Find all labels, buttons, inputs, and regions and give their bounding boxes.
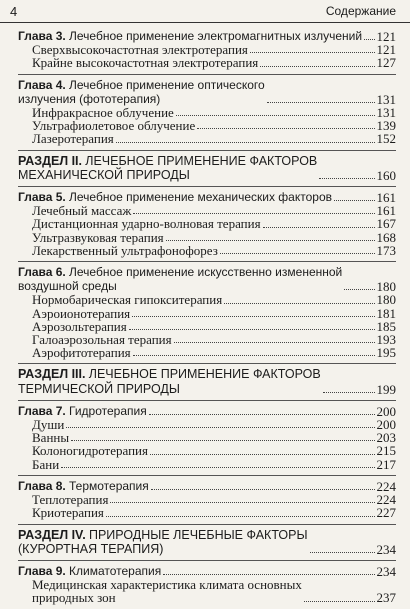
toc-entry-label: Глава 8. bbox=[18, 478, 66, 493]
toc-entry-text: Крайне высокочастотная электротерапия bbox=[32, 55, 259, 71]
toc-page-number: 168 bbox=[376, 229, 396, 245]
toc-entry-text: Лечебное применение искусственно измененной воздушной среды bbox=[18, 265, 343, 294]
toc-entry-text: Лечебное применение электромагнитных излучений bbox=[69, 29, 363, 43]
toc-page-number: 185 bbox=[376, 318, 396, 334]
page-number: 4 bbox=[10, 4, 18, 19]
toc-entry-text: Души bbox=[32, 417, 65, 433]
dot-leader bbox=[106, 516, 375, 517]
toc-entry-title bbox=[18, 367, 321, 395]
toc-entry-text: Бани bbox=[32, 456, 60, 472]
toc-entry-text: Аэрофитотерапия bbox=[32, 345, 131, 361]
toc-subentry bbox=[18, 244, 396, 257]
dot-leader bbox=[260, 66, 374, 67]
toc-chapter-heading bbox=[18, 29, 396, 43]
toc-subentry bbox=[18, 444, 396, 457]
dot-leader bbox=[224, 303, 374, 304]
toc-entry-text: Гидротерапия bbox=[69, 403, 147, 418]
toc-entry-title bbox=[18, 564, 161, 578]
toc-page-number: 181 bbox=[376, 305, 396, 321]
dot-leader bbox=[319, 178, 374, 179]
toc-entry-title bbox=[32, 346, 131, 359]
toc-page-number: 224 bbox=[376, 478, 396, 494]
toc-entry-text: Лекарственный ультрафонофорез bbox=[32, 242, 218, 258]
toc-page-number: 195 bbox=[376, 345, 396, 361]
toc-entry-text: Галоаэрозольная терапия bbox=[32, 332, 172, 348]
dot-leader bbox=[304, 601, 375, 602]
toc-entry-title bbox=[18, 154, 317, 182]
dot-leader bbox=[110, 502, 374, 503]
dot-leader bbox=[176, 115, 375, 116]
toc-chapter-heading bbox=[18, 265, 396, 293]
toc-page-number: 131 bbox=[376, 105, 396, 121]
toc-entry-label: РАЗДЕЛ IV. bbox=[18, 527, 86, 542]
dot-leader bbox=[151, 489, 375, 490]
toc-page-number: 139 bbox=[376, 118, 396, 134]
toc-page-number: 199 bbox=[376, 381, 396, 397]
toc-section bbox=[18, 151, 396, 187]
toc-page-number: 217 bbox=[376, 456, 396, 472]
toc-part-heading bbox=[18, 528, 396, 556]
toc-entry-text: Аэрозольтерапия bbox=[32, 318, 127, 334]
toc-section bbox=[18, 561, 396, 609]
toc-section bbox=[18, 364, 396, 400]
toc-page-number: 180 bbox=[376, 292, 396, 308]
toc-entry-title bbox=[18, 528, 308, 556]
toc-entry-title bbox=[18, 479, 149, 493]
toc-part-heading bbox=[18, 367, 396, 395]
toc-entry-label: Глава 9. bbox=[18, 563, 66, 578]
toc-subentry bbox=[18, 506, 396, 519]
table-of-contents bbox=[18, 26, 396, 609]
toc-page-number: 200 bbox=[376, 417, 396, 433]
toc-subentry bbox=[18, 458, 396, 471]
page-header bbox=[0, 0, 410, 26]
dot-leader bbox=[310, 552, 375, 553]
toc-chapter-heading bbox=[18, 78, 396, 106]
toc-section bbox=[18, 262, 396, 364]
toc-entry-title bbox=[32, 56, 258, 69]
dot-leader bbox=[133, 213, 374, 214]
dot-leader bbox=[250, 52, 375, 53]
dot-leader bbox=[61, 467, 374, 468]
dot-leader bbox=[66, 427, 374, 428]
header-rule bbox=[0, 22, 410, 23]
dot-leader bbox=[163, 574, 374, 575]
toc-section bbox=[18, 187, 396, 262]
toc-chapter-heading bbox=[18, 564, 396, 578]
toc-section bbox=[18, 75, 396, 151]
toc-entry-label: Глава 3. bbox=[18, 29, 66, 43]
dot-leader bbox=[344, 289, 374, 290]
toc-section bbox=[18, 26, 396, 75]
running-head: Содержание bbox=[325, 4, 396, 18]
dot-leader bbox=[197, 128, 374, 129]
toc-entry-text: ПРИРОДНЫЕ ЛЕЧЕБНЫЕ ФАКТОРЫ (КУРОРТНАЯ ТЕРАПИЯ) bbox=[18, 527, 308, 556]
toc-entry-title bbox=[18, 78, 265, 106]
toc-entry-title bbox=[18, 404, 147, 418]
toc-entry-label: РАЗДЕЛ II. bbox=[18, 153, 83, 168]
toc-part-heading bbox=[18, 154, 396, 182]
toc-entry-text: Медицинская характеристика климата основных природных зон bbox=[32, 577, 302, 606]
toc-entry-title bbox=[32, 132, 114, 145]
toc-entry-text: Теплотерапия bbox=[32, 492, 109, 508]
toc-entry-text: Криотерапия bbox=[32, 505, 104, 521]
dot-leader bbox=[166, 240, 375, 241]
toc-entry-title bbox=[32, 458, 59, 471]
toc-entry-text: Лечебный массаж bbox=[32, 203, 132, 219]
toc-page-number: 121 bbox=[376, 29, 396, 44]
toc-entry-text: Термотерапия bbox=[69, 478, 149, 493]
toc-entry-label: Глава 6. bbox=[18, 265, 66, 280]
toc-entry-label: Глава 4. bbox=[18, 77, 66, 92]
toc-subentry bbox=[18, 56, 396, 69]
toc-entry-text: Дистанционная ударно-волновая терапия bbox=[32, 216, 261, 232]
toc-entry-text: ЛЕЧЕБНОЕ ПРИМЕНЕНИЕ ФАКТОРОВ ТЕРМИЧЕСКОЙ ПРИРОДЫ bbox=[18, 367, 321, 396]
toc-entry-text: Сверхвысокочастотная электротерапия bbox=[32, 42, 248, 58]
toc-page-number: 234 bbox=[376, 563, 396, 579]
toc-subentry bbox=[18, 132, 396, 145]
toc-subentry bbox=[18, 578, 396, 604]
dot-leader bbox=[150, 454, 375, 455]
dot-leader bbox=[116, 142, 375, 143]
dot-leader bbox=[174, 342, 375, 343]
toc-page-number: 161 bbox=[376, 203, 396, 219]
toc-chapter-heading bbox=[18, 190, 396, 204]
toc-page-number: 131 bbox=[376, 91, 396, 107]
dot-leader bbox=[133, 355, 375, 356]
toc-page-number: 227 bbox=[376, 505, 396, 521]
toc-entry-title bbox=[32, 506, 104, 519]
dot-leader bbox=[267, 102, 375, 103]
toc-entry-title bbox=[18, 265, 342, 293]
toc-subentry bbox=[18, 418, 396, 431]
toc-entry-text: Колоногидротерапия bbox=[32, 443, 148, 459]
dot-leader bbox=[149, 414, 375, 415]
toc-entry-text: Ванны bbox=[32, 430, 70, 446]
dot-leader bbox=[323, 392, 375, 393]
toc-page-number: 167 bbox=[376, 216, 396, 232]
toc-entry-text: Инфракрасное облучение bbox=[32, 105, 174, 121]
toc-page-number: 152 bbox=[376, 131, 396, 147]
toc-chapter-heading bbox=[18, 479, 396, 493]
toc-page-number: 173 bbox=[376, 242, 396, 258]
toc-page-number: 224 bbox=[376, 492, 396, 508]
dot-leader bbox=[132, 316, 374, 317]
toc-section bbox=[18, 476, 396, 525]
toc-chapter-heading bbox=[18, 404, 396, 418]
toc-entry-text: Климатотерапия bbox=[69, 563, 162, 578]
toc-entry-title bbox=[32, 244, 218, 257]
toc-page-number: 234 bbox=[376, 541, 396, 557]
toc-entry-label: Глава 5. bbox=[18, 190, 66, 205]
dot-leader bbox=[334, 200, 375, 201]
toc-entry-label: Глава 7. bbox=[18, 403, 66, 418]
toc-page-number: 215 bbox=[376, 443, 396, 459]
toc-page-number: 180 bbox=[376, 279, 396, 295]
toc-page-number: 127 bbox=[376, 55, 396, 71]
dot-leader bbox=[364, 39, 374, 40]
toc-entry-text: Лечебное применение оптического излучения (фототерапия) bbox=[18, 77, 265, 106]
toc-entry-text: Ультразвуковая терапия bbox=[32, 229, 164, 245]
toc-page-number: 160 bbox=[376, 167, 396, 183]
toc-subentry bbox=[18, 346, 396, 359]
toc-entry-text: Лечебное применение механических факторов bbox=[69, 190, 332, 205]
toc-entry-text: Лазеротерапия bbox=[32, 131, 114, 147]
toc-entry-title bbox=[32, 578, 302, 604]
toc-page-number: 121 bbox=[376, 42, 396, 58]
toc-page-number: 237 bbox=[376, 590, 396, 606]
dot-leader bbox=[263, 227, 375, 228]
dot-leader bbox=[220, 253, 375, 254]
dot-leader bbox=[71, 440, 374, 441]
toc-entry-text: ЛЕЧЕБНОЕ ПРИМЕНЕНИЕ ФАКТОРОВ МЕХАНИЧЕСКОЙ ПРИРОДЫ bbox=[18, 153, 318, 182]
toc-page-number: 200 bbox=[376, 403, 396, 419]
toc-entry-text: Ультрафиолетовое облучение bbox=[32, 118, 196, 134]
toc-page-number: 203 bbox=[376, 430, 396, 446]
toc-entry-title bbox=[18, 29, 362, 43]
toc-entry-title bbox=[18, 190, 332, 204]
toc-page-number: 193 bbox=[376, 332, 396, 348]
dot-leader bbox=[129, 329, 375, 330]
toc-section bbox=[18, 525, 396, 561]
toc-entry-label: РАЗДЕЛ III. bbox=[18, 367, 86, 382]
toc-entry-text: Аэроионотерапия bbox=[32, 305, 131, 321]
toc-page-number: 161 bbox=[376, 190, 396, 206]
toc-section bbox=[18, 401, 396, 476]
toc-entry-text: Нормобарическая гипокситерапия bbox=[32, 292, 223, 308]
